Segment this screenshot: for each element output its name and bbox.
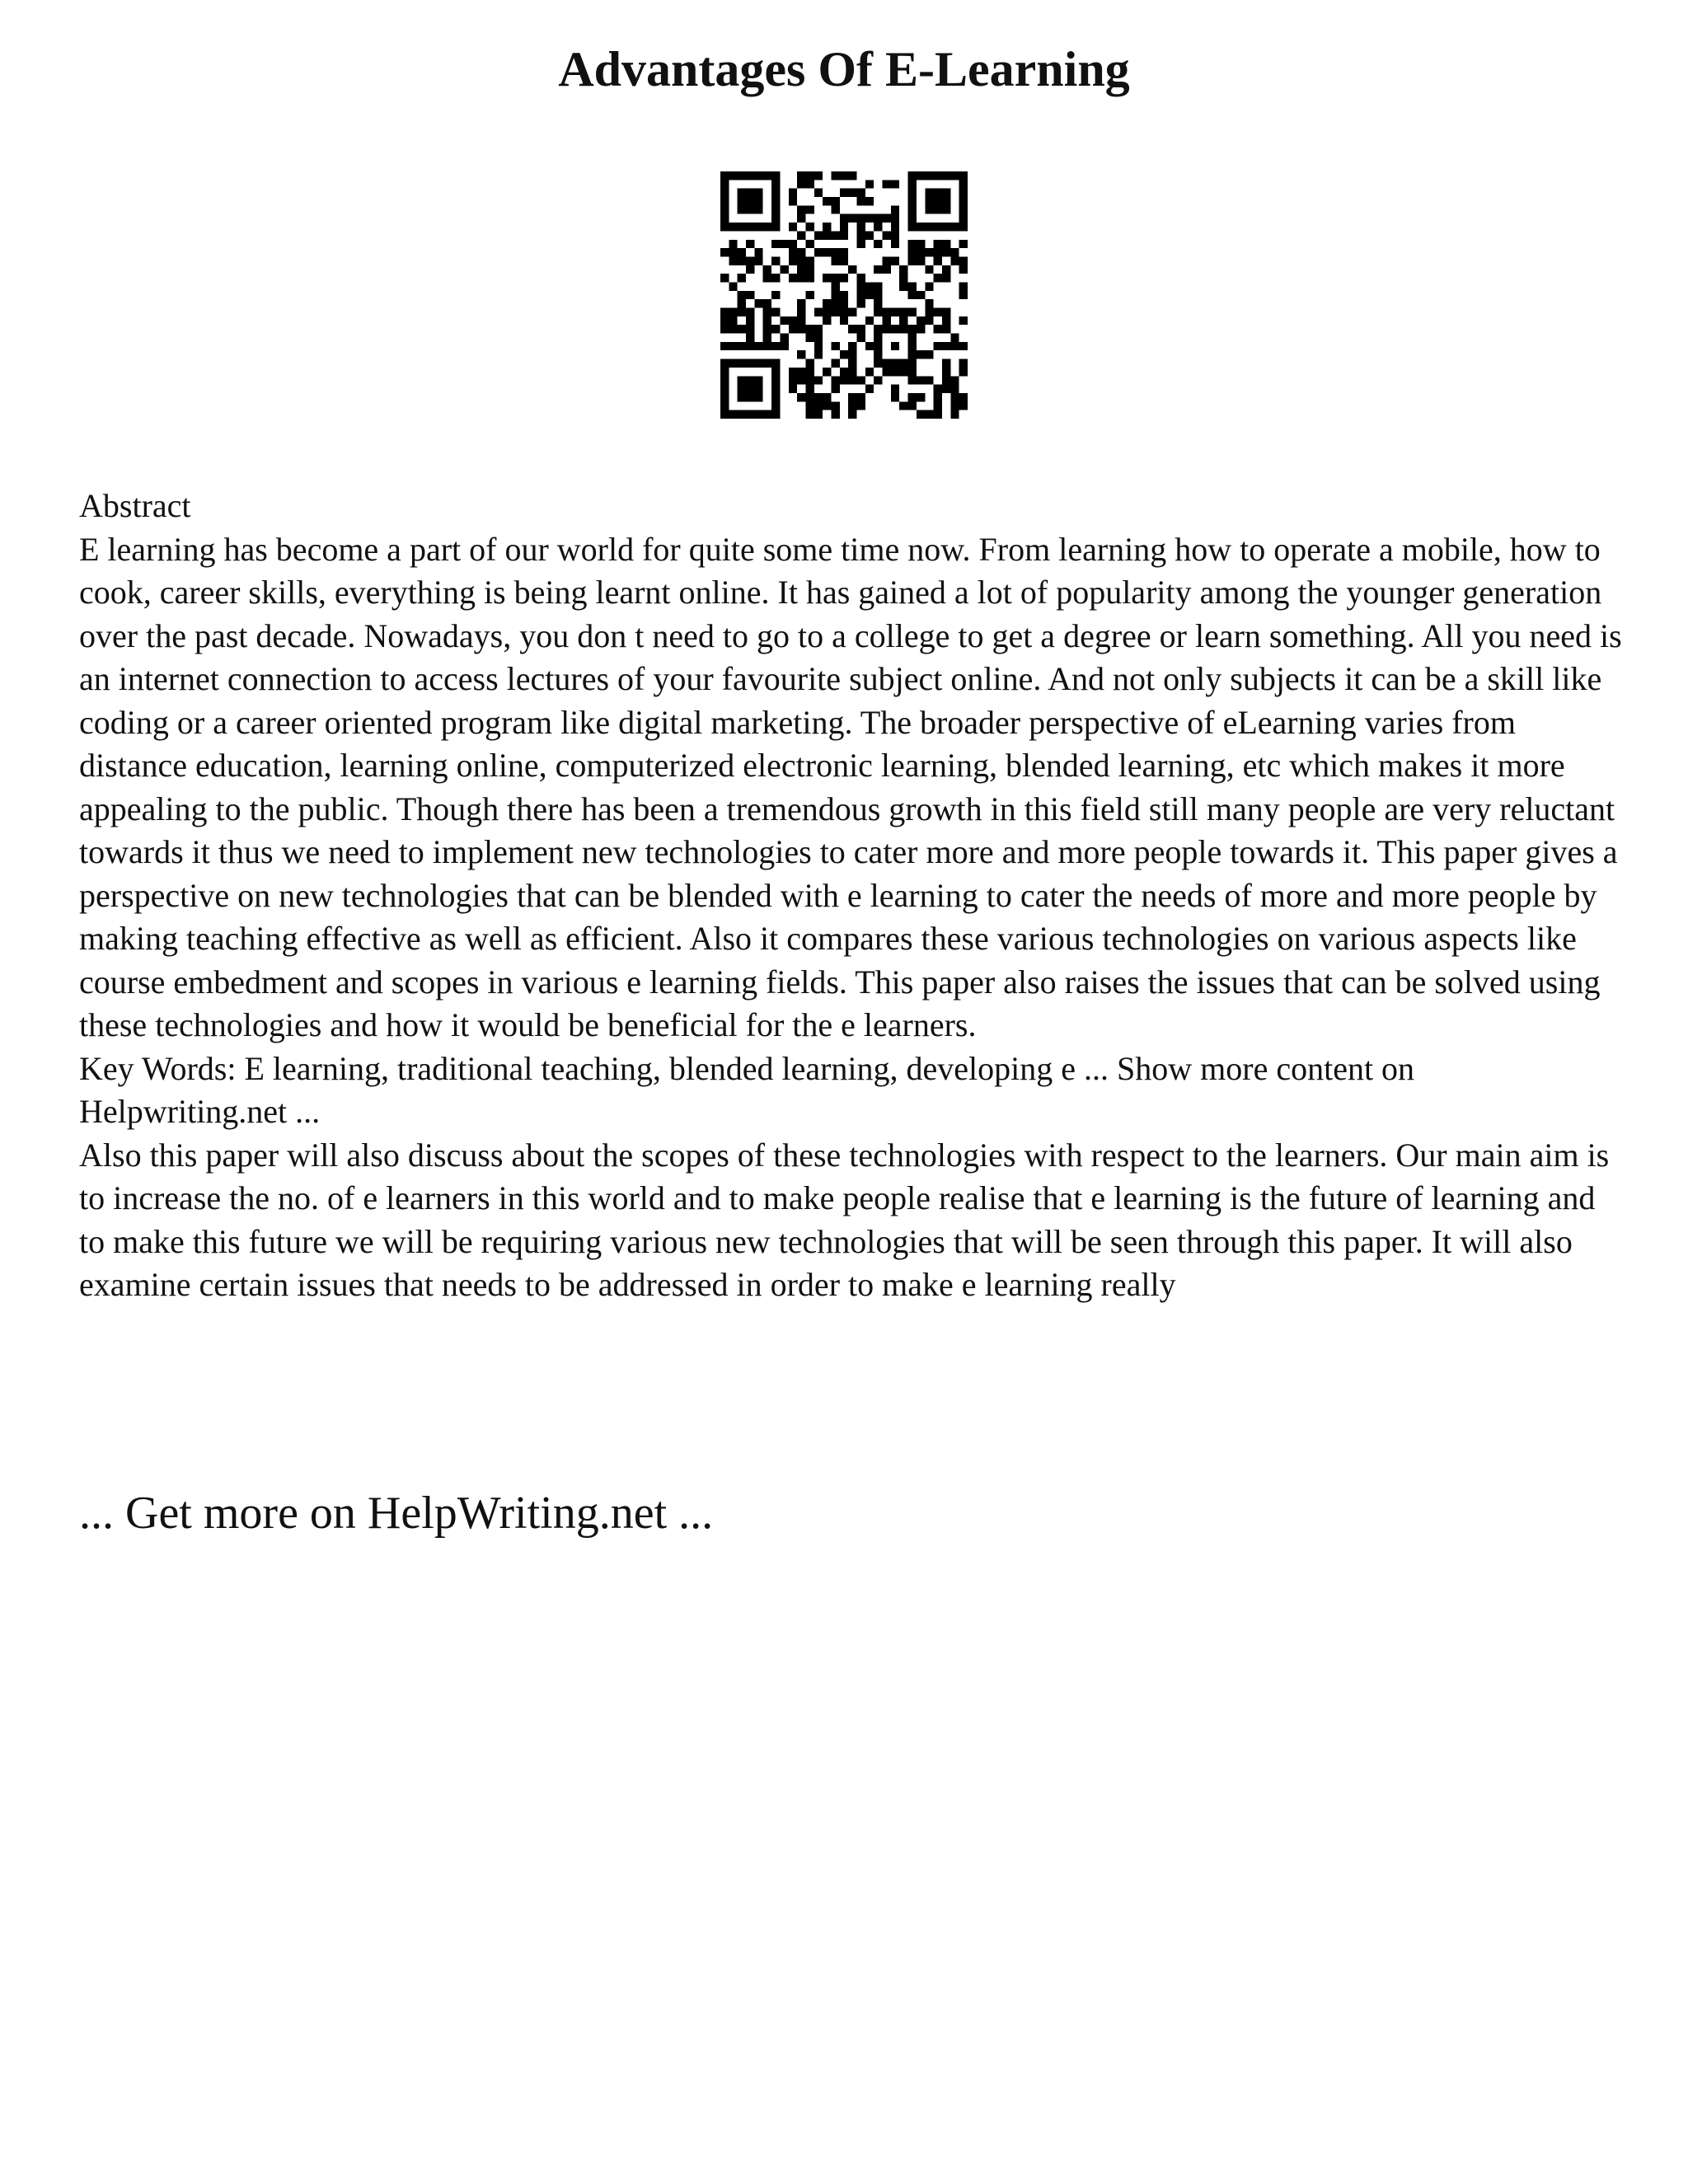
document-title: Advantages Of E-Learning: [558, 42, 1130, 96]
document-body: [79, 485, 1629, 1307]
key-words-paragraph: Key Words: E learning, traditional teaching, blended learning, developing e ... Show more content on Helpwriting.net ...: [79, 1049, 1415, 1130]
abstract-heading: Abstract: [79, 487, 191, 524]
abstract-paragraph: E learning has become a part of our world for quite some time now. From learning how to operate a mobile, how to cook, career skills, everything is being learnt online. It has gained a lot of popularity among the younger generation over the past decade. Nowadays, you don t need to go to a college to get a degree or learn something. All you need is an internet connection to access lectures of your favourite subject online. And not only subjects it can be a skill like coding or a career oriented program like digital marketing. The broader perspective of eLearning varies from distance education, learning online, computerized electronic learning, blended learning, etc which makes it more appealing to the public. Though there has been a tremendous growth in this field still many people are very reluctant towards it thus we need to implement new technologies to cater more and more people towards it. This paper gives a perspective on new technologies that can be blended with e learning to cater the needs of more and more people by making teaching effective as well as efficient. Also it compares these various technologies on various aspects like course embedment and scopes in various e learning fields. This paper also raises the issues that can be solved using these technologies and how it would be beneficial for the e learners.: [79, 530, 1622, 1043]
qr-code-graphic: [720, 171, 968, 419]
get-more-link[interactable]: ... Get more on HelpWriting.net ...: [79, 1488, 714, 1539]
continuation-paragraph: Also this paper will also discuss about the scopes of these technologies with respect to the learners. Our main aim is to increase the no. of e learners in this world and to make people realise that e learning is the future of learning and to make this future we will be requiring various new technologies that will be seen through this paper. It will also examine certain issues that needs to be addressed in order to make e learning really: [79, 1136, 1610, 1303]
qr-code-icon[interactable]: [720, 171, 968, 419]
